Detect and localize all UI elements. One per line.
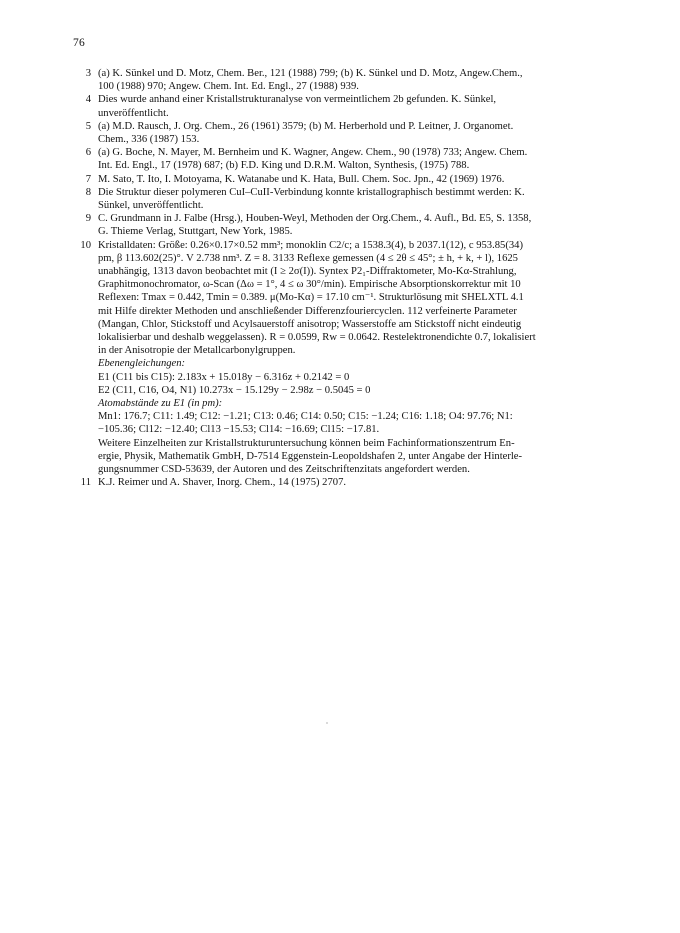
reference-line: mit Hilfe direkter Methoden und anschließender Differenzfouriercyclen. 112 verfeinerte Parameter	[98, 305, 517, 317]
reference-line: Graphitmonochromator, ω-Scan (Δω = 1°, 4 ≤ ω 30°/min). Empirische Absorptionskorrektur mit 10	[98, 279, 521, 291]
reference-text	[98, 120, 616, 146]
reference-line: E1 (C11 bis C15): 2.183x + 15.018y − 6.316z + 0.2142 = 0	[98, 371, 350, 383]
reference-text	[98, 93, 616, 119]
reference-6	[76, 146, 616, 172]
reference-line: Chem., 336 (1987) 153.	[98, 134, 200, 146]
reference-number: 7	[85, 173, 91, 185]
reference-line: K.J. Reimer und A. Shaver, Inorg. Chem., 14 (1975) 2707.	[98, 477, 347, 489]
reference-line: gungsnummer CSD-53639, der Autoren und des Zeitschriftenzitats angefordert werden.	[98, 464, 470, 476]
reference-line: Kristalldaten: Größe: 0.26×0.17×0.52 mm³; monoklin C2/c; a 1538.3(4), b 2037.1(12), c 953.85(34)	[98, 239, 523, 251]
reference-text	[98, 239, 616, 477]
reference-line: ergie, Physik, Mathematik GmbH, D-7514 Eggenstein-Leopoldshafen 2, unter Angabe der Hinterle-	[98, 450, 523, 462]
reference-10	[76, 239, 616, 477]
reference-line: (a) M.D. Rausch, J. Org. Chem., 26 (1961) 3579; (b) M. Herberhold und P. Leitner, J. Organomet.	[98, 120, 514, 132]
reference-line: Dies wurde anhand einer Kristallstrukturanalyse von vermeintlichem 2b gefunden. K. Sünkel,	[98, 94, 497, 106]
atom-distances-heading: Atomabstände zu E1 (in pm):	[98, 398, 223, 410]
reference-text	[98, 186, 616, 212]
reference-8	[76, 186, 616, 212]
reference-number: 3	[85, 68, 91, 79]
reference-number: 10	[80, 239, 91, 251]
reference-line: (Mangan, Chlor, Stickstoff und Acylsauerstoff anisotrop; Wasserstoffe am Stickstoff nicht eindeutig	[98, 318, 522, 330]
reference-line: Int. Ed. Engl., 17 (1978) 687; (b) F.D. King und D.R.M. Walton, Synthesis, (1975) 788.	[98, 160, 470, 172]
reference-line: G. Thieme Verlag, Stuttgart, New York, 1985.	[98, 226, 293, 238]
reference-line: Weitere Einzelheiten zur Kristallstrukturuntersuchung können beim Fachinformationszentrum En-	[98, 437, 515, 449]
reference-number: 5	[85, 120, 91, 132]
reference-number: 8	[85, 186, 91, 198]
reference-4	[76, 93, 616, 119]
reference-list	[76, 67, 616, 490]
reference-number: 6	[85, 147, 91, 159]
reference-text	[98, 173, 616, 186]
reference-line: (a) K. Sünkel und D. Motz, Chem. Ber., 121 (1988) 799; (b) K. Sünkel und D. Motz, Angew.Chem.,	[98, 68, 523, 79]
reference-line: Sünkel, unveröffentlicht.	[98, 200, 204, 212]
reference-3	[76, 67, 616, 93]
reference-line: C. Grundmann in J. Falbe (Hrsg.), Houben-Weyl, Methoden der Org.Chem., 4. Aufl., Bd. E5, S. 1358,	[98, 213, 532, 225]
page-number: 76	[73, 37, 86, 49]
scan-speck	[326, 722, 328, 724]
reference-line: unveröffentlicht.	[98, 107, 169, 119]
reference-line: M. Sato, T. Ito, I. Motoyama, K. Watanabe und K. Hata, Bull. Chem. Soc. Jpn., 42 (1969) 1976.	[98, 173, 505, 185]
reference-line: Mn1: 176.7; C11: 1.49; C12: −1.21; C13: 0.46; C14: 0.50; C15: −1.24; C16: 1.18; O4: 97.76; N1:	[98, 411, 513, 423]
reference-line: Die Struktur dieser polymeren CuI–CuII-Verbindung konnte kristallographisch bestimmt werden: K.	[98, 186, 525, 198]
reference-number: 11	[80, 477, 91, 489]
reference-9	[76, 212, 616, 238]
reference-line: unabhängig, 1313 davon beobachtet mit (I ≥ 2σ(I)). Syntex P2₁-Diffraktometer, Mo-Kα-Strahlung,	[98, 266, 517, 278]
reference-11	[76, 476, 616, 489]
reference-line: in der Anisotropie der Metallcarbonylgruppen.	[98, 345, 296, 357]
reference-line: 100 (1988) 970; Angew. Chem. Int. Ed. Engl., 27 (1988) 939.	[98, 81, 359, 93]
reference-line: lokalisierbar und deshalb weggelassen). R = 0.0599, Rw = 0.0642. Restelektronendichte 0.7, lokalisiert	[98, 332, 536, 344]
reference-line: Reflexen: Tmax = 0.442, Tmin = 0.389. μ(Mo-Kα) = 17.10 cm⁻¹. Strukturlösung mit SHELXTL 4.1	[98, 292, 524, 304]
reference-text	[98, 146, 616, 172]
reference-line: E2 (C11, C16, O4, N1) 10.273x − 15.129y − 2.98z − 0.5045 = 0	[98, 384, 371, 396]
reference-number: 9	[85, 213, 91, 225]
reference-text	[98, 476, 616, 489]
reference-7	[76, 173, 616, 186]
reference-line: (a) G. Boche, N. Mayer, M. Bernheim und K. Wagner, Angew. Chem., 90 (1978) 733; Angew. Chem.	[98, 147, 528, 159]
reference-text	[98, 212, 616, 238]
reference-line: pm, β 113.602(25)°. V 2.738 nm³. Z = 8. 3133 Reflexe gemessen (4 ≤ 2θ ≤ 45°; ± h, + k, + l), 1625	[98, 252, 518, 264]
reference-5	[76, 120, 616, 146]
reference-number: 4	[85, 94, 91, 106]
reference-text	[98, 67, 616, 93]
reference-line: −105.36; Cl12: −12.40; Cl13 −15.53; Cl14: −16.69; Cl15: −17.81.	[98, 424, 380, 436]
plane-equations-heading: Ebenengleichungen:	[98, 358, 186, 370]
